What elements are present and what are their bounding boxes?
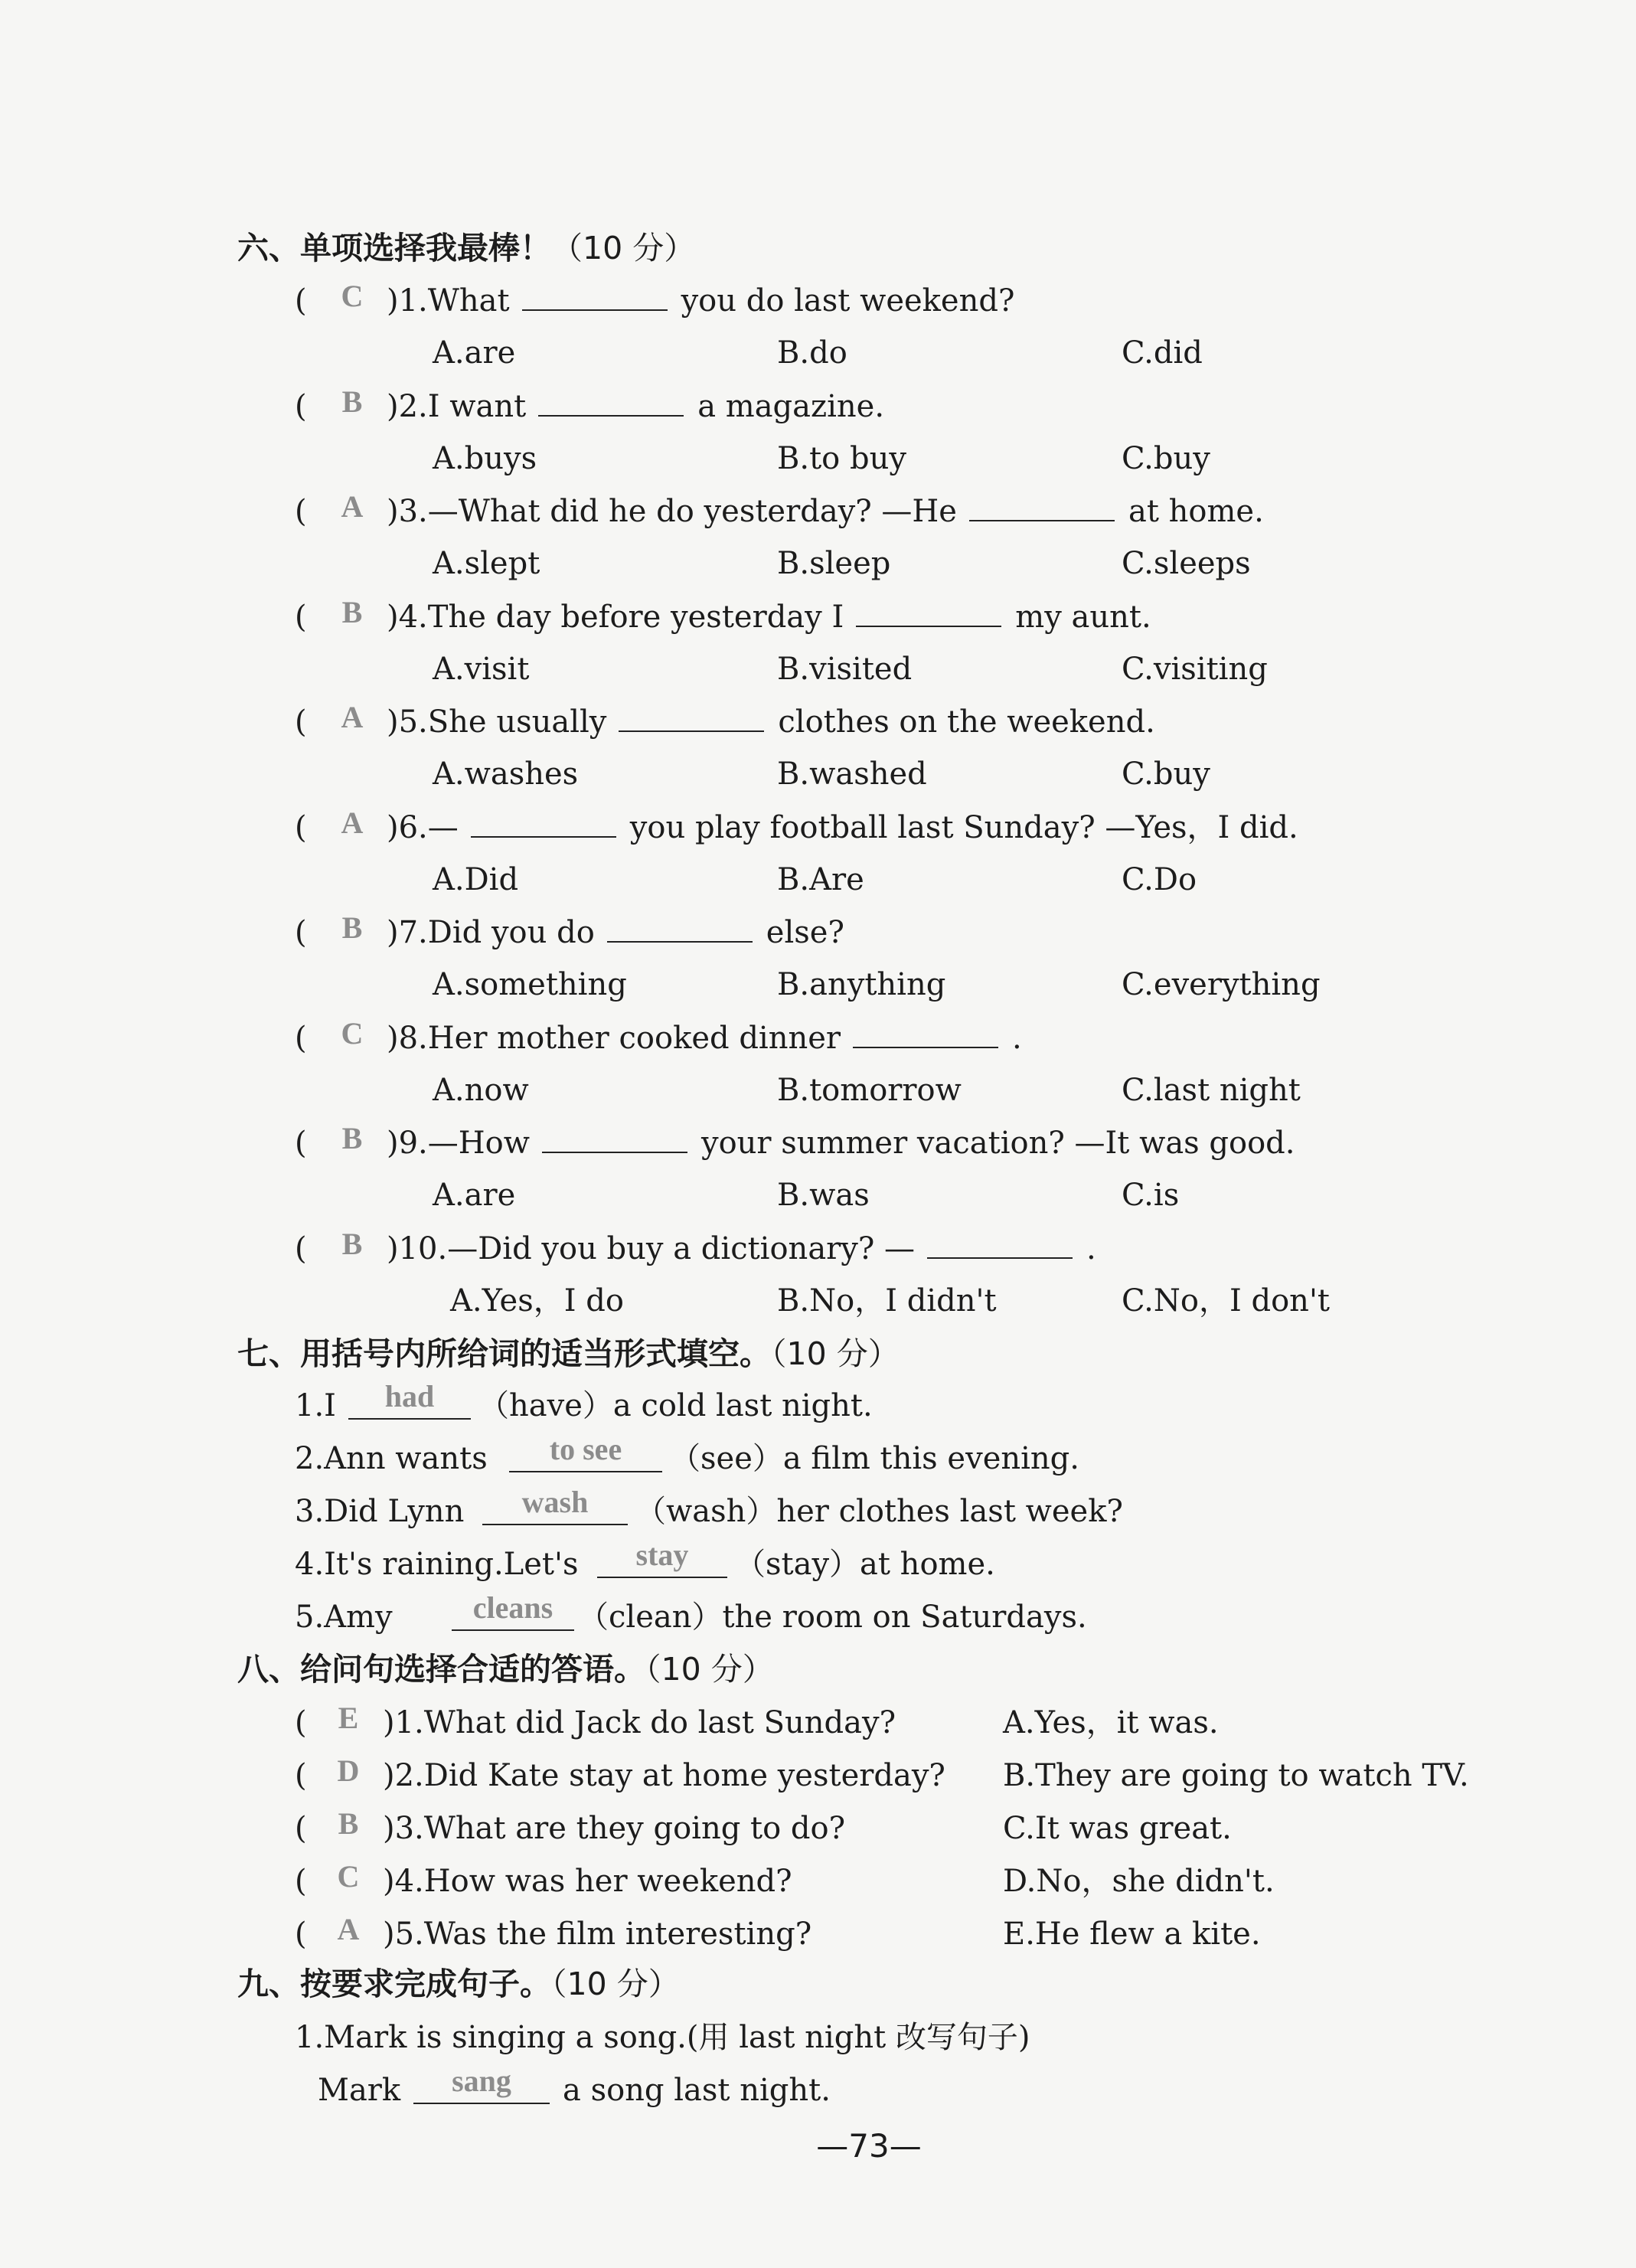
question-paren: ( <box>295 704 307 740</box>
fill-item-blank[interactable] <box>597 1540 727 1578</box>
option-a[interactable]: A.are <box>433 335 516 371</box>
option-a[interactable]: A.Did <box>433 862 519 897</box>
answer-blank[interactable] <box>619 704 764 732</box>
section9-heading <box>237 1962 680 2005</box>
question-answer: B <box>341 910 363 945</box>
option-b[interactable]: B.washed <box>777 757 927 792</box>
question-text-post: . <box>1086 1231 1096 1266</box>
fill-item-blank[interactable] <box>482 1487 628 1525</box>
fill-item-answer: to see <box>549 1432 622 1466</box>
question-answer: C <box>341 279 364 313</box>
question-stem <box>387 596 1151 639</box>
question-answer: C <box>341 1016 364 1051</box>
question-text-post: a magazine. <box>697 389 885 424</box>
match-reply[interactable]: A.Yes，it was. <box>1003 1705 1219 1740</box>
fill-item-answer: had <box>384 1379 435 1413</box>
option-b[interactable]: B.Are <box>777 862 864 897</box>
match-answer: C <box>337 1859 360 1894</box>
match-answer: E <box>338 1701 359 1735</box>
question-paren: ( <box>295 1021 307 1056</box>
match-question: )3.What are they going to do? <box>383 1811 846 1846</box>
answer-blank[interactable] <box>471 810 616 838</box>
match-paren: ( <box>295 1864 307 1899</box>
question-paren: ( <box>295 1126 307 1161</box>
question-stem <box>387 385 884 428</box>
question-paren: ( <box>295 283 307 319</box>
match-answer: A <box>337 1912 360 1946</box>
question-stem <box>387 1227 1096 1270</box>
question-stem <box>387 1017 1022 1060</box>
section9-item1-post: a song last night. <box>563 2073 831 2108</box>
option-b[interactable]: B.was <box>777 1178 870 1213</box>
option-a[interactable]: A.something <box>433 967 627 1002</box>
fill-item-post: （stay）at home. <box>735 1547 995 1582</box>
option-b[interactable]: B.to buy <box>777 441 906 476</box>
section9-title: 九、按要求完成句子。 <box>237 1966 551 2002</box>
option-c[interactable]: C.Do <box>1122 862 1197 897</box>
match-reply[interactable]: D.No，she didn't. <box>1003 1864 1275 1899</box>
question-text-pre: )1.What <box>387 283 510 319</box>
question-text-pre: )8.Her mother cooked dinner <box>387 1021 841 1056</box>
match-question: )4.How was her weekend? <box>383 1864 792 1899</box>
fill-item-answer: wash <box>521 1485 589 1519</box>
fill-item-post: （have）a cold last night. <box>478 1388 873 1423</box>
match-question: )2.Did Kate stay at home yesterday? <box>383 1758 945 1793</box>
question-text-pre: )6.— <box>387 810 459 845</box>
match-answer: B <box>338 1806 359 1841</box>
section8-score: （10 分） <box>645 1651 774 1688</box>
question-text-pre: )10.—Did you buy a dictionary? — <box>387 1231 916 1266</box>
question-paren: ( <box>295 494 307 529</box>
fill-item-answer: stay <box>635 1538 689 1572</box>
fill-item-blank[interactable] <box>348 1381 471 1420</box>
answer-blank[interactable] <box>969 494 1115 521</box>
option-c[interactable]: C.visiting <box>1122 652 1268 687</box>
fill-item-answer: cleans <box>472 1590 553 1625</box>
section6-title: 六、单项选择我最棒！ <box>237 230 551 266</box>
option-c[interactable]: C.everything <box>1122 967 1321 1002</box>
question-stem <box>387 701 1155 743</box>
question-text-pre: )3.—What did he do yesterday? —He <box>387 494 957 529</box>
question-answer: B <box>341 384 363 419</box>
match-reply[interactable]: C.It was great. <box>1003 1811 1232 1846</box>
question-stem <box>387 1122 1295 1165</box>
question-answer: A <box>341 700 364 734</box>
fill-item-post: （see）a film this evening. <box>670 1441 1079 1476</box>
question-text-pre: )2.I want <box>387 389 527 424</box>
question-paren: ( <box>295 600 307 635</box>
answer-blank[interactable] <box>607 915 753 943</box>
answer-blank[interactable] <box>853 1021 998 1048</box>
option-a[interactable]: A.now <box>433 1073 529 1108</box>
question-paren: ( <box>295 810 307 845</box>
question-paren: ( <box>295 915 307 950</box>
answer-blank[interactable] <box>538 389 684 417</box>
option-b[interactable]: B.sleep <box>777 546 891 581</box>
option-a[interactable]: A.Yes，I do <box>450 1283 624 1319</box>
fill-item-post: （clean）the room on Saturdays. <box>578 1600 1087 1635</box>
match-question: )1.What did Jack do last Sunday? <box>383 1705 896 1740</box>
option-b[interactable]: B.No，I didn't <box>777 1283 997 1319</box>
answer-blank[interactable] <box>856 600 1001 627</box>
option-b[interactable]: B.anything <box>777 967 946 1002</box>
question-text-post: you do last weekend? <box>681 283 1015 319</box>
question-text-post: my aunt. <box>1015 600 1151 635</box>
option-c[interactable]: C.did <box>1122 335 1203 371</box>
fill-item-pre: 4.It's raining.Let's <box>295 1547 579 1582</box>
question-text-post: you play football last Sunday? —Yes，I did. <box>629 810 1298 845</box>
answer-blank[interactable] <box>522 283 668 311</box>
section8-title: 八、给问句选择合适的答语。 <box>237 1651 645 1688</box>
match-paren: ( <box>295 1811 307 1846</box>
question-paren: ( <box>295 1231 307 1266</box>
question-stem <box>387 911 844 954</box>
option-b[interactable]: B.visited <box>777 652 913 687</box>
option-c[interactable]: C.is <box>1122 1178 1180 1213</box>
question-paren: ( <box>295 389 307 424</box>
question-answer: B <box>341 595 363 629</box>
fill-item-pre: 3.Did Lynn <box>295 1494 465 1529</box>
option-c[interactable]: C.last night <box>1122 1073 1301 1108</box>
option-a[interactable]: A.are <box>433 1178 516 1213</box>
question-text-pre: )5.She usually <box>387 704 607 740</box>
question-stem <box>387 490 1264 533</box>
section9-item1-answer: sang <box>452 2064 511 2098</box>
match-question: )5.Was the film interesting? <box>383 1917 812 1952</box>
option-a[interactable]: A.buys <box>433 441 537 476</box>
question-text-pre: )4.The day before yesterday I <box>387 600 844 635</box>
match-reply[interactable]: E.He flew a kite. <box>1003 1917 1261 1952</box>
option-a[interactable]: A.washes <box>433 757 579 792</box>
question-answer: B <box>341 1227 363 1261</box>
question-text-post: . <box>1012 1021 1022 1056</box>
question-text-post: at home. <box>1128 494 1264 529</box>
section6-heading <box>237 227 695 270</box>
question-text-post: your summer vacation? —It was good. <box>700 1126 1295 1161</box>
option-a[interactable]: A.visit <box>433 652 530 687</box>
question-text-pre: )9.—How <box>387 1126 530 1161</box>
fill-item-pre: 2.Ann wants <box>295 1441 488 1476</box>
section9-item1-blank[interactable] <box>413 2066 550 2104</box>
option-c[interactable]: C.buy <box>1122 757 1210 792</box>
option-c[interactable]: C.buy <box>1122 441 1210 476</box>
option-c[interactable]: C.No，I don't <box>1122 1283 1331 1319</box>
page-number: —73— <box>816 2127 922 2165</box>
question-answer: A <box>341 489 364 524</box>
option-a[interactable]: A.slept <box>433 546 540 581</box>
section7-score: （10 分） <box>771 1335 900 1372</box>
option-c[interactable]: C.sleeps <box>1122 546 1251 581</box>
question-answer: A <box>341 806 364 840</box>
question-stem <box>387 279 1014 322</box>
question-text-pre: )7.Did you do <box>387 915 595 950</box>
section8-heading <box>237 1648 774 1691</box>
section6-score: （10 分） <box>551 230 696 266</box>
match-paren: ( <box>295 1917 307 1952</box>
question-stem <box>387 806 1298 849</box>
answer-blank[interactable] <box>542 1126 687 1153</box>
section7-heading <box>237 1332 900 1375</box>
answer-blank[interactable] <box>927 1231 1073 1259</box>
option-b[interactable]: B.do <box>777 335 847 371</box>
section9-score: （10 分） <box>551 1966 680 2002</box>
match-reply[interactable]: B.They are going to watch TV. <box>1003 1758 1469 1793</box>
match-paren: ( <box>295 1758 307 1793</box>
fill-item-pre: 1.I <box>295 1388 336 1423</box>
section7-title: 七、用括号内所给词的适当形式填空。 <box>237 1335 771 1372</box>
fill-item-blank[interactable] <box>452 1590 574 1631</box>
fill-item-blank[interactable] <box>509 1434 662 1472</box>
question-answer: B <box>341 1121 363 1155</box>
question-text-post: else? <box>766 915 844 950</box>
section9-item1-pre: Mark <box>318 2073 401 2108</box>
section9-item1-prompt: 1.Mark is singing a song.(用 last night 改写句子) <box>295 2020 1030 2055</box>
option-b[interactable]: B.tomorrow <box>777 1073 962 1108</box>
fill-item-post: （wash）her clothes last week? <box>635 1494 1123 1529</box>
match-answer: D <box>337 1753 360 1788</box>
fill-item-pre: 5.Amy <box>295 1600 393 1635</box>
match-paren: ( <box>295 1705 307 1740</box>
question-text-post: clothes on the weekend. <box>778 704 1155 740</box>
